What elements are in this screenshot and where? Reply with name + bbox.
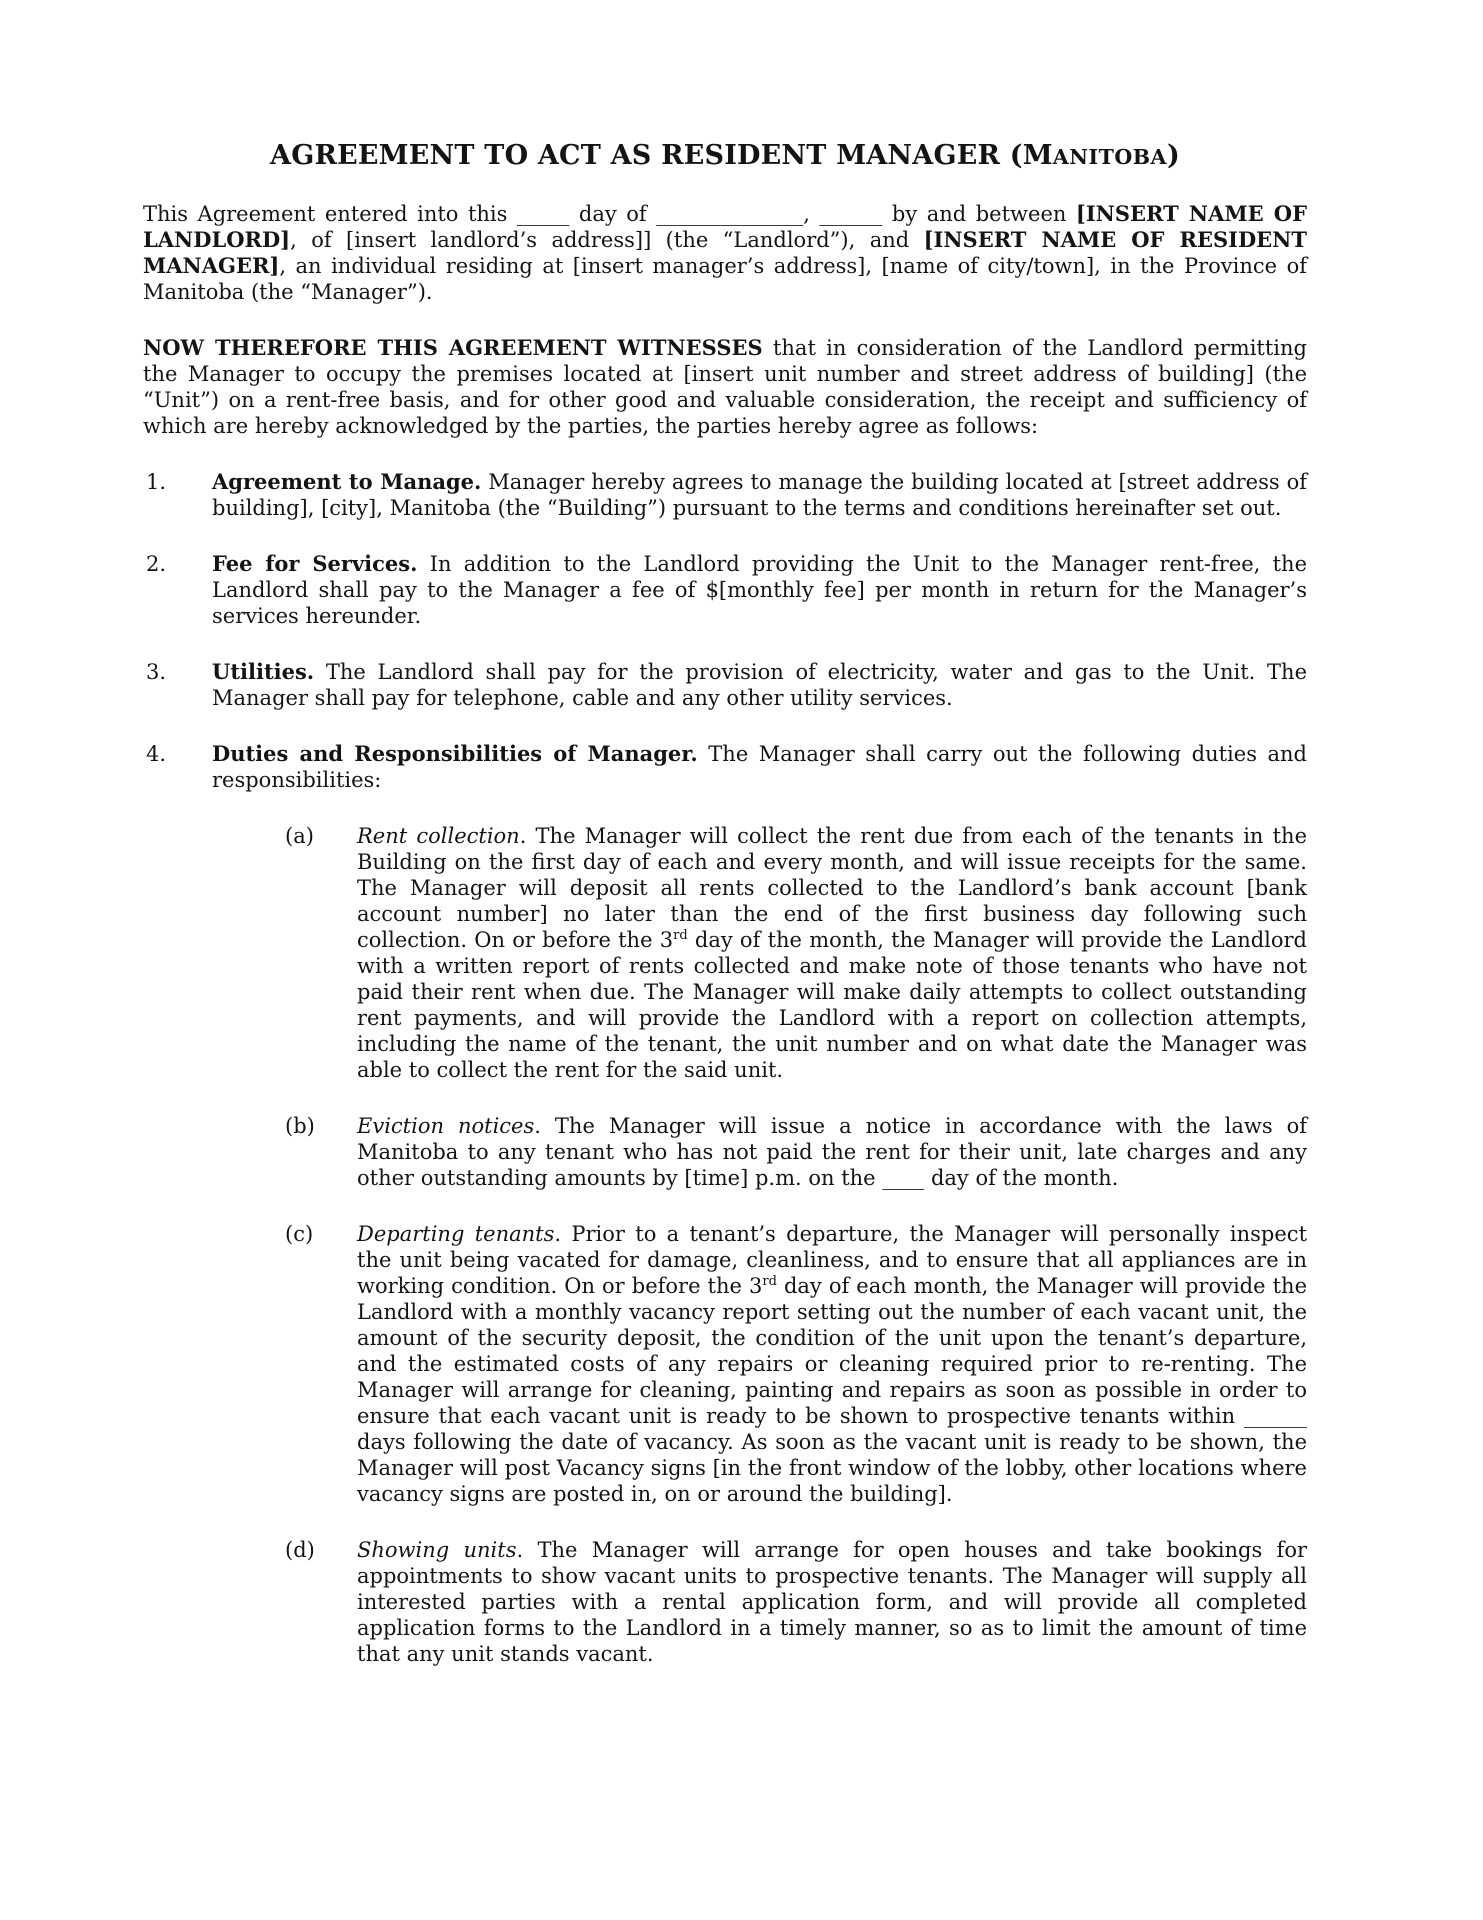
numbered-item-3 [143, 659, 1307, 711]
item-number: 2. [146, 552, 167, 576]
sub-item-letter: (c) [285, 1222, 314, 1246]
item-number: 4. [146, 742, 167, 766]
document-title: AGREEMENT TO ACT AS RESIDENT MANAGER (MANITOBA) [270, 140, 1180, 171]
sub-item-letter: (a) [285, 824, 314, 848]
sub-item-a [212, 823, 1307, 1083]
item-number: 1. [146, 470, 167, 494]
sub-item-body: Rent collection. The Manager will collect the rent due from each of the tenants in the Building on the first day of each and every month, and will issue receipts for the same. The Manager will deposit all rents collected to the Landlord’s bank account [bank account number] no later than the end of the first business day following such collection. On or before the 3rd day of the month, the Manager will provide the Landlord with a written report of rents collected and make note of those tenants who have not paid their rent when due. The Manager will make daily attempts to collect outstanding rent payments, and will provide the Landlord with a report on collection attempts, including the name of the tenant, the unit number and on what date the Manager was able to collect the rent for the said unit. [357, 824, 1307, 1082]
sub-item-d [212, 1537, 1307, 1667]
sub-item-b [212, 1113, 1307, 1191]
sub-item-c [212, 1221, 1307, 1507]
intro-paragraph: This Agreement entered into this _____ day of ______________, ______ by and between [INSERT NAME OF LANDLORD], of [insert landlord’s address]] (the “Landlord”), and [INSERT NAME OF RESIDENT MANAGER], an individual residing at [insert manager’s address], [name of city/town], in the Province of Manitoba (the “Manager”). [143, 201, 1308, 304]
item-body: Fee for Services. In addition to the Landlord providing the Unit to the Manager rent-free, the Landlord shall pay to the Manager a fee of $[monthly fee] per month in return for the Manager’s services hereunder. [212, 551, 1307, 628]
item-body [212, 741, 1307, 1667]
sub-item-letter: (d) [285, 1538, 315, 1562]
numbered-item-4 [143, 741, 1307, 1667]
item-intro-text: Duties and Responsibilities of Manager. The Manager shall carry out the following duties and responsibilities: [212, 741, 1307, 792]
item-number: 3. [146, 660, 167, 684]
sub-item-body: Departing tenants. Prior to a tenant’s departure, the Manager will personally inspect the unit being vacated for damage, cleanliness, and to ensure that all appliances are in working condition. On or before the 3rd day of each month, the Manager will provide the Landlord with a monthly vacancy report setting out the number of each vacant unit, the amount of the security deposit, the condition of the unit upon the tenant’s departure, and the estimated costs of any repairs or cleaning required prior to re-renting. The Manager will arrange for cleaning, painting and repairs as soon as possible in order to ensure that each vacant unit is ready to be shown to prospective tenants within ______ days following the date of vacancy. As soon as the vacant unit is ready to be shown, the Manager will post Vacancy signs [in the front window of the lobby, other locations where vacancy signs are posted in, on or around the building]. [357, 1222, 1308, 1506]
witnesseth-paragraph: NOW THEREFORE THIS AGREEMENT WITNESSES that in consideration of the Landlord permitting the Manager to occupy the premises located at [insert unit number and street address of building] (the “Unit”) on a rent-free basis, and for other good and valuable consideration, the receipt and sufficiency of which are hereby acknowledged by the parties, the parties hereby agree as follows: [143, 335, 1307, 438]
numbered-item-2 [143, 551, 1307, 629]
numbered-item-1 [143, 469, 1307, 521]
sub-item-body: Eviction notices. The Manager will issue a notice in accordance with the laws of Manitoba to any tenant who has not paid the rent for their unit, late charges and any other outstanding amounts by [time] p.m. on the ____ day of the month. [357, 1114, 1308, 1190]
item-body: Agreement to Manage. Manager hereby agrees to manage the building located at [street address of building], [city], Manitoba (the “Building”) pursuant to the terms and conditions hereinafter set out. [212, 469, 1307, 520]
sub-item-body: Showing units. The Manager will arrange for open houses and take bookings for appointments to show vacant units to prospective tenants. The Manager will supply all interested parties with a rental application form, and will provide all completed application forms to the Landlord in a timely manner, so as to limit the amount of time that any unit stands vacant. [357, 1538, 1307, 1666]
sub-item-letter: (b) [285, 1114, 315, 1138]
item-body: Utilities. The Landlord shall pay for the provision of electricity, water and gas to the Unit. The Manager shall pay for telephone, cable and any other utility services. [212, 659, 1307, 710]
